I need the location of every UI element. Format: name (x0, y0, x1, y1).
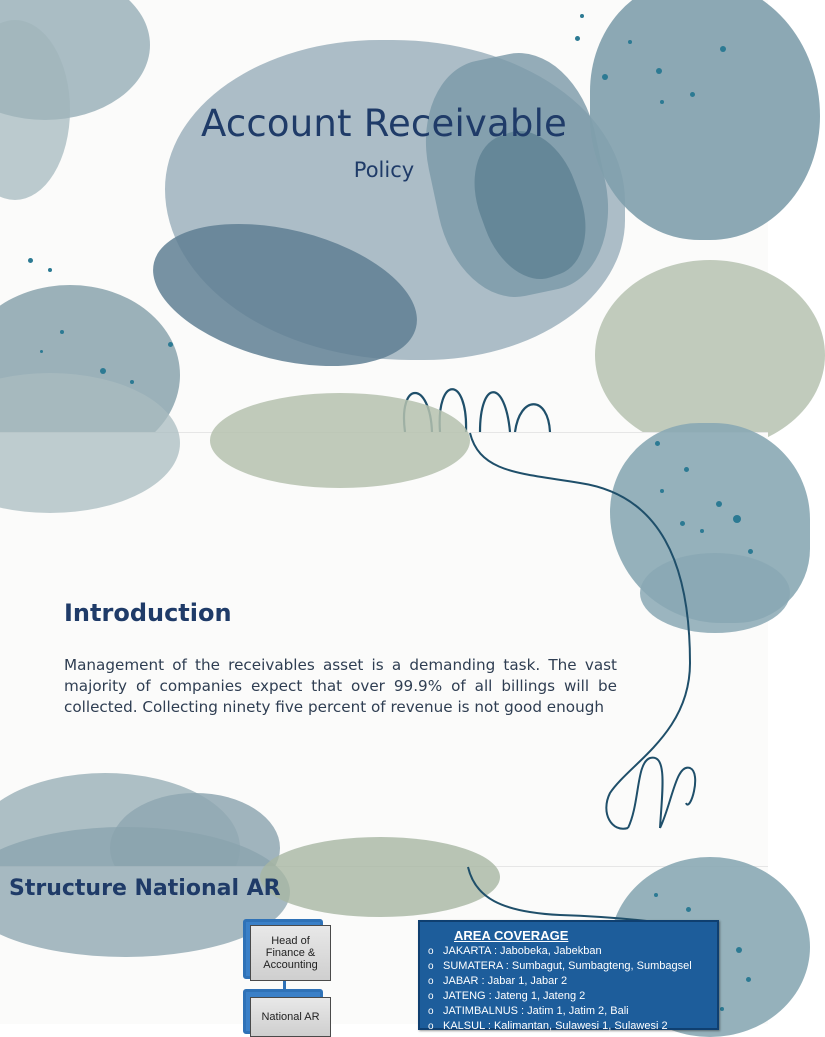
slide-title (0, 0, 768, 432)
slide-structure (0, 867, 768, 1032)
list-item: o JATIMBALNUS : Jatim 1, Jatim 2, Bali (428, 1005, 629, 1017)
line-art-hand (0, 433, 768, 866)
slide-subtitle-text: Policy (353, 158, 415, 182)
area-coverage-box (418, 920, 719, 1030)
org-box-national-ar: National AR (250, 997, 331, 1037)
org-box-head-finance: Head of Finance & Accounting (250, 925, 331, 981)
list-item: o JABAR : Jabar 1, Jabar 2 (428, 975, 568, 987)
list-item: o JAKARTA : Jabobeka, Jabekban (428, 945, 602, 957)
list-item: o SUMATERA : Sumbagut, Sumbagteng, Sumbagsel (428, 960, 692, 972)
line-art-hand (0, 0, 768, 432)
slide-introduction (0, 433, 768, 866)
section-heading: Structure National AR (9, 876, 281, 901)
slide-title-text: Account Receivable (200, 102, 568, 145)
area-coverage-title: AREA COVERAGE (454, 928, 569, 943)
section-heading: Introduction (64, 599, 232, 627)
list-item: o KALSUL : Kalimantan, Sulawesi 1, Sulawesi 2 (428, 1020, 668, 1032)
list-item: o JATENG : Jateng 1, Jateng 2 (428, 990, 586, 1002)
area-coverage-list (428, 944, 692, 1034)
section-body-text: Management of the receivables asset is a demanding task. The vast majority of companies expect that over 99.9% of all billings will be collected. Collecting ninety five percent of revenue is not good enough (64, 656, 617, 716)
